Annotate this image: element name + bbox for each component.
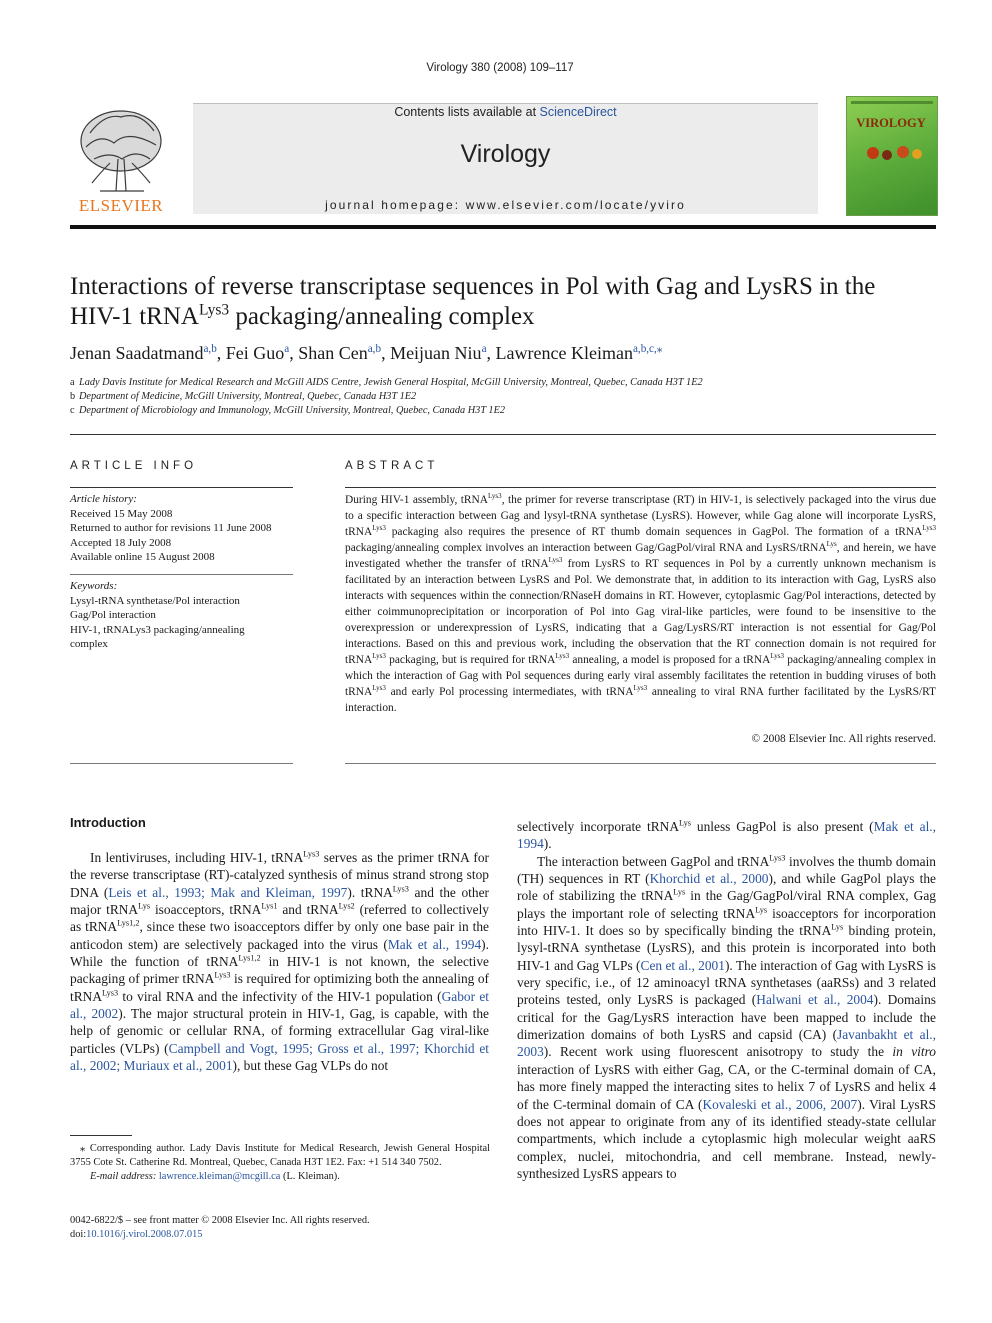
title-line-1: Interactions of reverse transcriptase sequences in Pol with Gag and LysRS in the [70, 273, 876, 300]
keywords-label: Keywords: [70, 580, 118, 592]
email-label: E-mail address: [90, 1171, 157, 1183]
abstract-heading: ABSTRACT [345, 460, 439, 472]
corresponding-author-footnote [70, 1142, 490, 1185]
abstract-bottom-divider [345, 763, 936, 764]
citation-link[interactable]: Gabor et al., 2002 [70, 988, 489, 1022]
body-column-left: In lentiviruses, including HIV-1, tRNA$^{Lys3}$ serves as the primer tRNA for the reverse transcriptase (RT)-catalyzed synthesis of minus strand strong stop DNA (Leis et al., 1993; Mak and Kleiman, 1997). tRNA$^{Lys3}$ and the other major tRNA$^{Lys}$ isoacceptors, tRNA$^{Lys1}$ and tRNA$^{Lys2}$ (referred to collectively as tRNA$^{Lys1,2}$, since these two isoacceptors differ by only one base pair in the anticodon stem) are selectively packaged into the virus (Mak et al., 1994). While the function of tRNA$^{Lys1,2}$ in HIV-1 is not known, the selective packaging of primer tRNA$^{Lys3}$ is required for optimizing both the annealing of tRNA$^{Lys3}$ to viral RNA and the infectivity of the HIV-1 population (Gabor et al., 2002). The major structural protein in HIV-1, Gag, is capable, with the help of genomic or cellular RNA, of forming extracellular Gag viral-like particles (VLPs) (Campbell and Vogt, 1995; Gross et al., 1997; Khorchid et al., 2002; Muriaux et al., 2001), but these Gag VLPs do not [70, 849, 490, 1074]
citation-link[interactable]: Mak et al., 1994 [387, 936, 482, 952]
title-superscript: Lys3 [198, 301, 230, 319]
author: Jenan Saadatmand [70, 343, 204, 363]
footnote-mark: ⁎ [80, 1143, 86, 1154]
affiliation-mark: b [70, 391, 76, 402]
abstract-text: During HIV-1 assembly, tRNA$^{Lys3}$, the primer for reverse transcriptase (RT) in HIV-1, is selectively packaged into the virus due to a specific interaction between Gag and lysyl-tRNA synthetase (LysRS). However, while Gag alone will incorporate LysRS, tRNA$^{Lys3}$ packaging also requires the presence of RT thumb domain sequences in GagPol. The formation of a tRNA$^{Lys3}$ packaging/annealing complex involves an interaction between Gag/GagPol/viral RNA and LysRS/tRNA$^{Lys}$, and herein, we have investigated whether the transfer of tRNA$^{Lys3}$ from LysRS to RT sequences in Pol by a currently unknown mechanism is facilitated by an interaction between LysRS and Pol. We demonstrate that, in addition to its interaction with Gag, LysRS also interacts with sequences within the connection/RNaseH domains in RT. However, cytoplasmic Gag/Pol interactions, detected by either coimmunoprecipitation or incorporation of Pol into Gag viral-like particles, were found to be insensitive to the overexpression or underexpression of LysRS, indicating that a Gag/LysRS/RT interaction is not essential for Gag/Pol interactions. Based on this and previous work, including the observation that the RT connection domain is not required for tRNA$^{Lys3}$ packaging, but is required for tRNA$^{Lys3}$ annealing, a model is proposed for a tRNA$^{Lys3}$ packaging/annealing complex in which the interaction of Gag with Pol sequences during early viral assembly facilitates the retention in budding viruses of both tRNA$^{Lys3}$ and early Pol processing intermediates, with tRNA$^{Lys3}$ annealing to viral RNA further facilitated by the LysRS/RT interaction. [345, 492, 936, 714]
affiliation [70, 391, 936, 402]
history-item: Returned to author for revisions 11 June 2008 [70, 522, 272, 534]
doi-label: doi: [70, 1229, 87, 1241]
history-item: Received 15 May 2008 [70, 507, 173, 520]
keyword: Lysyl-tRNA synthetase/Pol interaction [70, 594, 240, 607]
issn-doi-block [70, 1214, 490, 1242]
header-divider [70, 225, 936, 229]
footnote-text: Corresponding author. Lady Davis Institute for Medical Research, Jewish General Hospital 3755 Cote St. Catherine Rd. Montreal, Quebec, Canada H3T 1E2. Fax: +1 514 340 7502. [70, 1143, 490, 1169]
author-affiliation[interactable]: a,b,c, [632, 343, 657, 355]
abstract-divider [345, 487, 936, 488]
affiliation-mark: c [70, 405, 75, 416]
affiliation-mark: a [70, 377, 75, 388]
citation-link[interactable]: Leis et al., 1993; Mak and Kleiman, 1997 [108, 884, 348, 900]
title-line-2b: packaging/annealing complex [229, 303, 535, 330]
history-label: Article history: [70, 493, 137, 505]
abstract-copyright: © 2008 Elsevier Inc. All rights reserved. [751, 733, 936, 745]
keyword: complex [70, 638, 108, 650]
journal-cover-image [846, 96, 938, 216]
author: Lawrence Kleiman [495, 343, 633, 363]
introduction-heading: Introduction [70, 815, 146, 830]
email-suffix: (L. Kleiman). [280, 1171, 340, 1183]
cover-title: VIROLOGY [856, 116, 926, 130]
citation-link[interactable]: Mak et al., 1994 [517, 819, 937, 852]
article-history [70, 492, 293, 565]
citation-link[interactable]: Khorchid et al., 2000 [649, 871, 769, 887]
info-divider [70, 487, 293, 488]
issn-line: 0042-6822/$ – see front matter © 2008 Elsevier Inc. All rights reserved. [70, 1215, 370, 1226]
title-divider [70, 434, 936, 435]
author-affiliation[interactable]: a [284, 343, 290, 355]
sciencedirect-link[interactable]: ScienceDirect [539, 105, 617, 119]
contents-prefix: Contents lists available at [394, 105, 540, 119]
author-separator: , [216, 343, 226, 363]
author: Meijuan Niu [390, 343, 482, 363]
affiliation-text: Department of Medicine, McGill University, Montreal, Quebec, Canada H3T 1E2 [79, 391, 417, 402]
affiliation-text: Lady Davis Institute for Medical Research and McGill AIDS Centre, Jewish General Hospital, McGill University, Montreal, Quebec, Canada H3T 1E2 [79, 377, 703, 388]
citation-link[interactable]: Halwani et al., 2004 [756, 992, 874, 1008]
author-separator: , [486, 343, 496, 363]
author-list [70, 343, 936, 364]
keyword: HIV-1, tRNALys3 packaging/annealing [70, 623, 245, 636]
journal-citation: Virology 380 (2008) 109–117 [426, 62, 574, 74]
author-affiliation[interactable]: a,b [203, 343, 217, 355]
citation-link[interactable]: Cen et al., 2001 [640, 957, 725, 973]
citation-link[interactable]: Kovaleski et al., 2006, 2007 [702, 1096, 858, 1112]
email-link[interactable]: lawrence.kleiman@mcgill.ca [158, 1171, 281, 1183]
keyword: Gag/Pol interaction [70, 609, 156, 621]
affiliation [70, 377, 936, 388]
history-item: Accepted 18 July 2008 [70, 536, 172, 549]
citation-link[interactable]: Javanbakht et al., 2003 [517, 1027, 936, 1060]
info-bottom-divider [70, 763, 293, 764]
title-line-2a: HIV-1 tRNA [70, 303, 199, 330]
corresponding-author-mark[interactable]: ⁎ [656, 343, 663, 355]
author-separator: , [289, 343, 299, 363]
journal-homepage[interactable]: journal homepage: www.elsevier.com/locate/yviro [325, 198, 686, 212]
affiliation-text: Department of Microbiology and Immunology, McGill University, Montreal, Quebec, Canada H3T 1E2 [79, 405, 506, 416]
footnote-divider [70, 1135, 132, 1136]
body-column-right: selectively incorporate tRNA$^{Lys}$ unless GagPol is also present (Mak et al., 1994). The interaction between GagPol and tRNA$^{Lys3}$ involves the thumb domain (TH) sequences in RT (Khorchid et al., 2000), and while GagPol plays the role of stabilizing the tRNA$^{Lys}$ in the Gag/GagPol/viral RNA complex, Gag plays the important role of selecting tRNA$^{Lys}$ isoacceptors for incorporation into HIV-1. It does so by specifically binding the tRNA$^{Lys}$ binding protein, lysyl-tRNA synthetase (LysRS), and this protein is incorporated into both HIV-1 and Gag VLPs (Cen et al., 2001). The interaction of Gag with LysRS is very specific, i.e., of 12 aminoacyl tRNA synthetases (aaRSs) and 3 related proteins tested, only LysRS is packaged (Halwani et al., 2004). Domains critical for the Gag/LysRS interaction have been mapped to include the dimerization domains of both LysRS and capsid (CA) (Javanbakht et al., 2003). Recent work using fluorescent anisotropy to study the in vitro interaction of LysRS with either Gag, CA, or the C-terminal domain of CA, has more finely mapped the interacting sites to helix 7 of LysRS and helix 4 of the C-terminal domain of CA (Kovaleski et al., 2006, 2007). Viral LysRS does not appear to originate from any of its identified steady-state cellular compartments, which include a cytoplasmic high molecular weight aaRS complex, nuclei, mitochondria, and cell membrane. Instead, newly-synthesized LysRS appears to [517, 818, 937, 1181]
article-title [70, 272, 936, 332]
author-separator: , [381, 343, 391, 363]
publisher-wordmark: ELSEVIER [78, 196, 164, 215]
keywords [70, 579, 293, 652]
doi-link[interactable]: 10.1016/j.virol.2008.07.015 [86, 1229, 203, 1241]
author: Shan Cen [298, 343, 368, 363]
cover-art [847, 97, 937, 215]
history-item: Available online 15 August 2008 [70, 551, 215, 563]
author: Fei Guo [225, 343, 285, 363]
journal-name: Virology [460, 140, 551, 168]
author-affiliation[interactable]: a [481, 343, 487, 355]
affiliation [70, 405, 936, 416]
citation-link[interactable]: Campbell and Vogt, 1995; Gross et al., 1997; Khorchid et al., 2002; Muriaux et al., 2001 [70, 1040, 489, 1074]
article-info-heading: ARTICLE INFO [70, 460, 198, 472]
keywords-divider [70, 574, 293, 575]
contents-line [193, 105, 818, 119]
author-affiliation[interactable]: a,b [367, 343, 382, 355]
